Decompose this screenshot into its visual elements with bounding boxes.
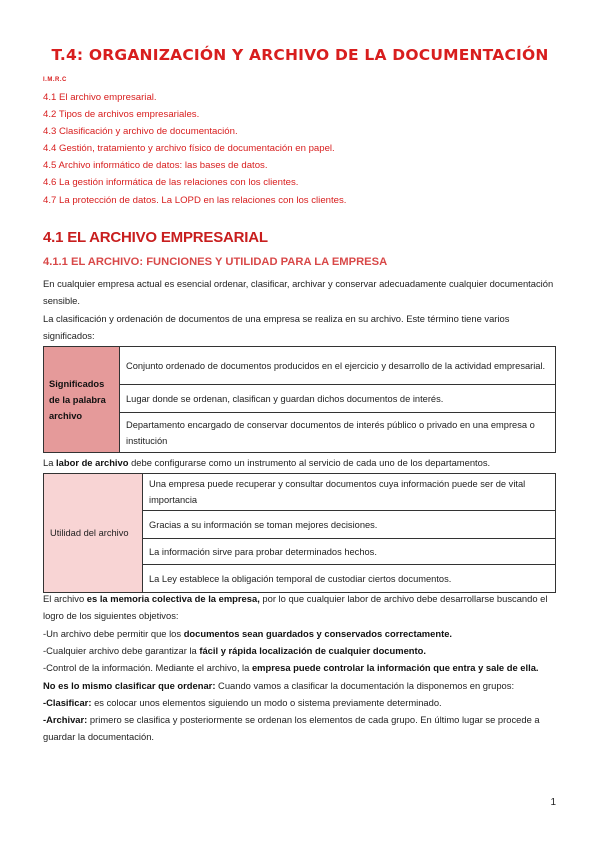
toc-item: 4.6 La gestión informática de las relaciones con los clientes. [43, 177, 299, 189]
utility-table-header: Utilidad del archivo [44, 474, 143, 593]
toc-item: 4.7 La protección de datos. La LOPD en las relaciones con los clientes. [43, 194, 347, 206]
bold-text: es la memoria colectiva de la empresa, [86, 593, 260, 604]
table-of-contents [43, 89, 346, 209]
meanings-table [43, 346, 556, 453]
archive-labor-paragraph: La labor de archivo debe configurarse como un instrumento al servicio de cada uno de los departamentos. [43, 457, 491, 468]
bold-text: documentos sean guardados y conservados correctamente. [183, 628, 453, 639]
toc-item: 4.4 Gestión, tratamiento y archivo físico de documentación en papel. [43, 143, 335, 155]
objective-item: -Un archivo debe permitir que los documentos sean guardados y conservados correctamente. [43, 628, 453, 639]
collective-memory-paragraph: El archivo es la memoria colectiva de la empresa, por lo que cualquier labor de archivo debe desarrollarse buscando el logro de los siguientes objetivos: [43, 593, 548, 622]
toc-item: 4.5 Archivo informático de datos: las bases de datos. [43, 160, 268, 172]
table-cell: La información sirve para probar determinados hechos. [143, 539, 556, 565]
table-cell: Lugar donde se ordenan, clasifican y guardan dichos documentos de interés. [120, 385, 556, 413]
subsection-heading: 4.1.1 EL ARCHIVO: FUNCIONES Y UTILIDAD PARA LA EMPRESA [43, 256, 388, 268]
classify-vs-order-paragraph: No es lo mismo clasificar que ordenar: Cuando vamos a clasificar la documentación la disponemos en grupos: [43, 680, 515, 691]
bold-text: empresa puede controlar la información que entra y sale de ella. [251, 662, 539, 673]
section-heading: 4.1 EL ARCHIVO EMPRESARIAL [43, 229, 268, 246]
bold-text: labor de archivo [56, 457, 129, 468]
table-cell: La Ley establece la obligación temporal de custodiar ciertos documentos. [143, 565, 556, 593]
toc-item: 4.2 Tipos de archivos empresariales. [43, 109, 200, 121]
bold-text: -Archivar: [43, 714, 88, 725]
classify-definition: -Clasificar: es colocar unos elementos siguiendo un modo o sistema previamente determinado. [43, 697, 442, 708]
table-cell: Departamento encargado de conservar documentos de interés público o privado en una empresa o institución [120, 413, 556, 453]
bold-text: fácil y rápida localización de cualquier documento. [199, 645, 426, 656]
table-cell: Gracias a su información se toman mejores decisiones. [143, 511, 556, 539]
definition-paragraph: La clasificación y ordenación de documentos de una empresa se realiza en su archivo. Este término tiene varios significados: [43, 313, 510, 342]
bold-text: No es lo mismo clasificar que ordenar: [43, 680, 216, 691]
table-cell: Conjunto ordenado de documentos producidos en el ejercicio y desarrollo de la actividad empresarial. [120, 347, 556, 385]
table-cell: Una empresa puede recuperar y consultar documentos cuya información puede ser de vital importancia [143, 474, 556, 511]
objective-item: -Cualquier archivo debe garantizar la fácil y rápida localización de cualquier documento. [43, 645, 426, 656]
page-number: 1 [550, 797, 556, 808]
archive-definition: -Archivar: primero se clasifica y posteriormente se ordenan los elementos de cada grupo. En último lugar se procede a guardar la documentación. [43, 714, 540, 743]
intro-paragraph: En cualquier empresa actual es esencial ordenar, clasificar, archivar y conservar adecuadamente cualquier documentación sensible. [43, 278, 554, 307]
toc-item: 4.1 El archivo empresarial. [43, 92, 157, 103]
author-initials: I.M.R.C [43, 77, 67, 83]
objective-item: -Control de la información. Mediante el archivo, la empresa puede controlar la información que entra y sale de ella. [43, 662, 539, 673]
document-title: T.4: ORGANIZACIÓN Y ARCHIVO DE LA DOCUMENTACIÓN [51, 46, 549, 64]
utility-table [43, 473, 556, 593]
bold-text: -Clasificar: [43, 697, 92, 708]
toc-item: 4.3 Clasificación y archivo de documentación. [43, 126, 238, 138]
meanings-table-header: Significados de la palabra archivo [44, 347, 120, 453]
